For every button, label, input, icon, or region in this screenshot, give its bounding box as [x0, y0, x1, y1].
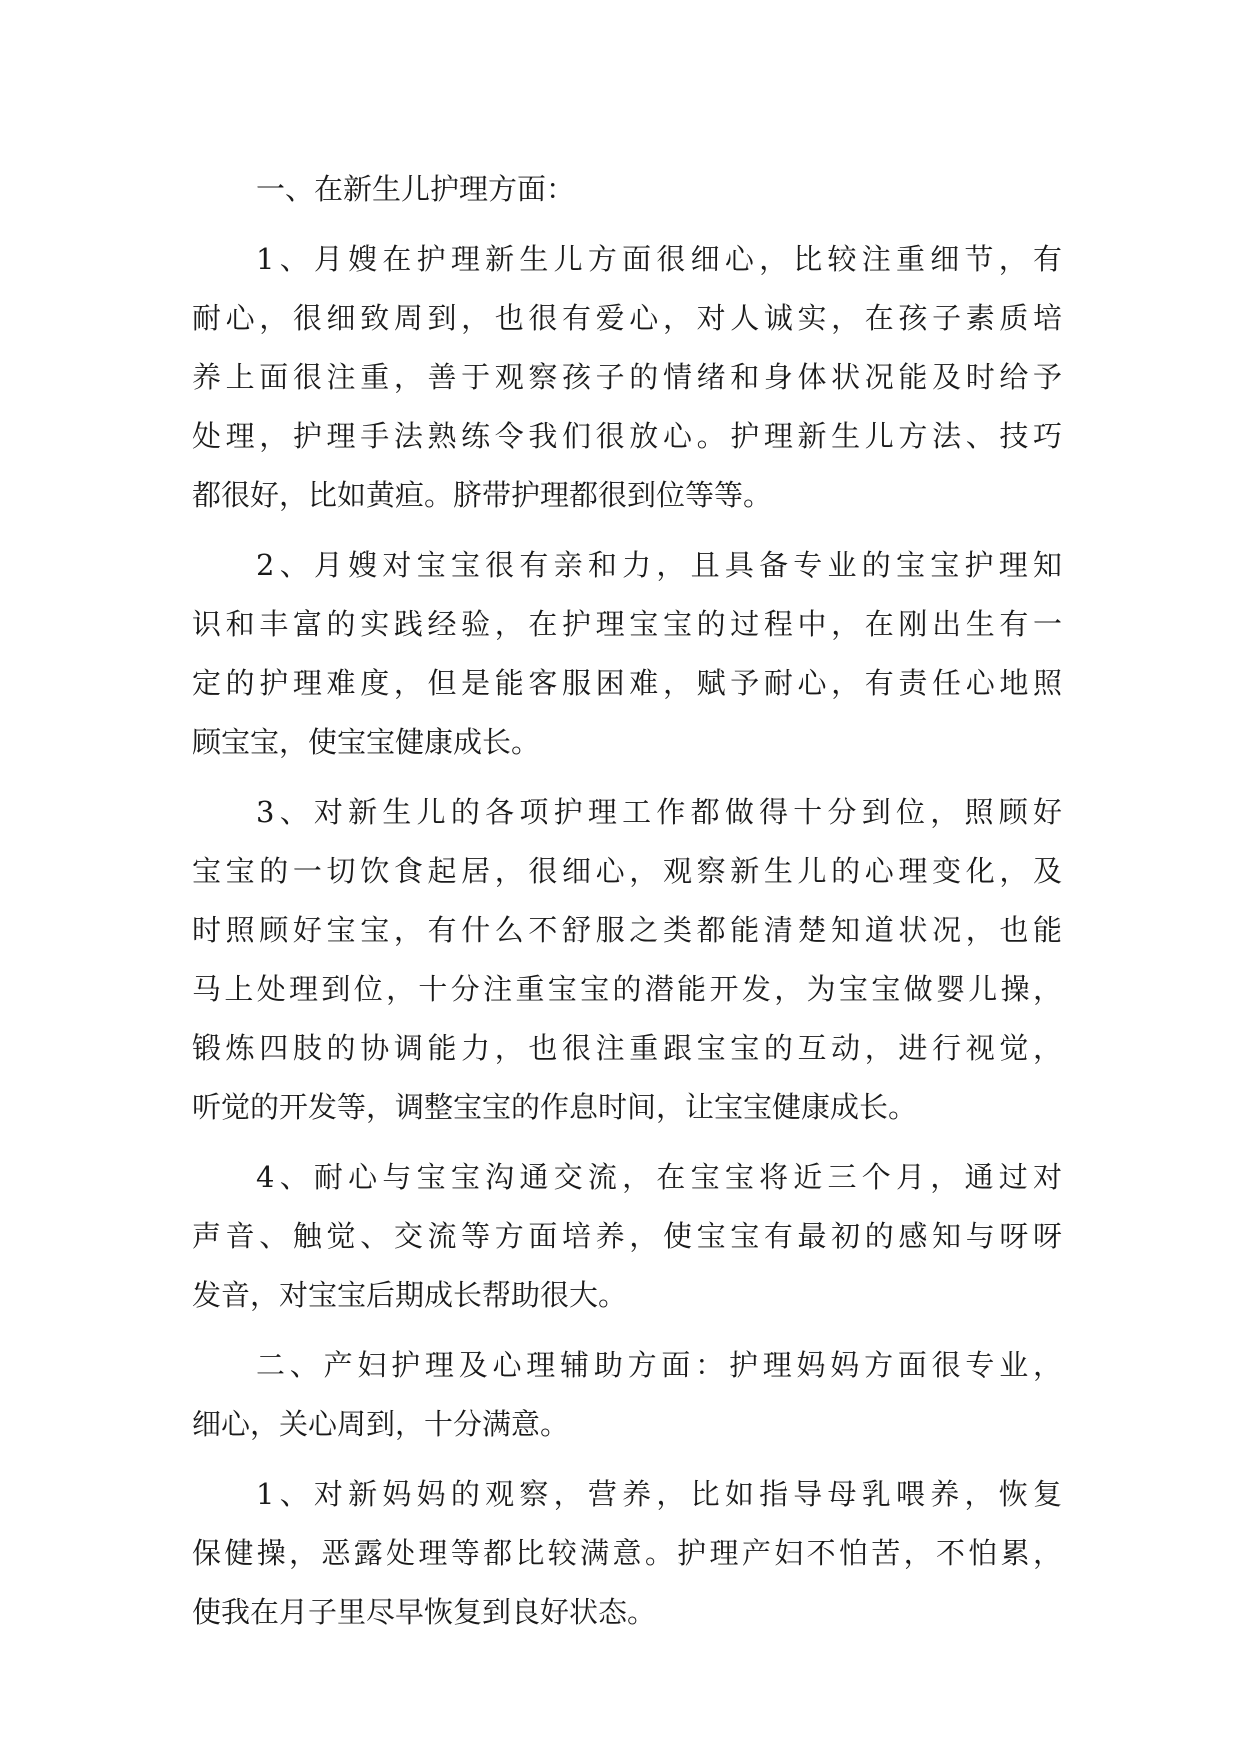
text-line: 使我在月子里尽早恢复到良好状态。 — [192, 1595, 657, 1629]
text-line: 1、月嫂在护理新生儿方面很细心，比较注重细节，有 — [256, 242, 1062, 276]
text-line: 识和丰富的实践经验，在护理宝宝的过程中，在刚出生有一 — [192, 607, 1062, 641]
text-line: 2、月嫂对宝宝很有亲和力，且具备专业的宝宝护理知 — [256, 548, 1062, 582]
text-line: 宝宝的一切饮食起居，很细心，观察新生儿的心理变化，及 — [192, 854, 1062, 888]
paragraph-newborn-care-1 — [192, 230, 1062, 525]
paragraph-newborn-care-3 — [192, 783, 1062, 1137]
text-line: 细心，关心周到，十分满意。 — [192, 1407, 570, 1441]
section-heading-newborn-care — [192, 160, 1062, 219]
text-line: 都很好，比如黄疸。脐带护理都很到位等等。 — [192, 478, 773, 512]
text-line: 3、对新生儿的各项护理工作都做得十分到位，照顾好 — [256, 795, 1062, 829]
text-line: 锻炼四肢的协调能力，也很注重跟宝宝的互动，进行视觉， — [192, 1031, 1062, 1065]
text-line: 顾宝宝，使宝宝健康成长。 — [192, 725, 541, 759]
paragraph-maternal-care-1 — [192, 1465, 1062, 1642]
text-line: 保健操，恶露处理等都比较满意。护理产妇不怕苦，不怕累， — [192, 1536, 1062, 1570]
text-line: 发音，对宝宝后期成长帮助很大。 — [192, 1278, 628, 1312]
text-line: 听觉的开发等，调整宝宝的作息时间，让宝宝健康成长。 — [192, 1090, 918, 1124]
text-line: 一、在新生儿护理方面： — [256, 172, 576, 206]
text-line: 二、产妇护理及心理辅助方面：护理妈妈方面很专业， — [256, 1348, 1062, 1382]
paragraph-newborn-care-4 — [192, 1148, 1062, 1325]
text-line: 1、对新妈妈的观察，营养，比如指导母乳喂养，恢复 — [256, 1477, 1062, 1511]
text-line: 4、耐心与宝宝沟通交流，在宝宝将近三个月，通过对 — [256, 1160, 1062, 1194]
paragraph-newborn-care-2 — [192, 536, 1062, 772]
text-line: 养上面很注重，善于观察孩子的情绪和身体状况能及时给予 — [192, 360, 1062, 394]
section-heading-maternal-care — [192, 1336, 1062, 1454]
document-body — [192, 160, 1062, 1642]
text-line: 耐心，很细致周到，也很有爱心，对人诚实，在孩子素质培 — [192, 301, 1062, 335]
text-line: 定的护理难度，但是能客服困难，赋予耐心，有责任心地照 — [192, 666, 1062, 700]
text-line: 处理，护理手法熟练令我们很放心。护理新生儿方法、技巧 — [192, 419, 1062, 453]
text-line: 马上处理到位，十分注重宝宝的潜能开发，为宝宝做婴儿操， — [192, 972, 1062, 1006]
text-line: 声音、触觉、交流等方面培养，使宝宝有最初的感知与呀呀 — [192, 1219, 1062, 1253]
text-line: 时照顾好宝宝，有什么不舒服之类都能清楚知道状况，也能 — [192, 913, 1062, 947]
